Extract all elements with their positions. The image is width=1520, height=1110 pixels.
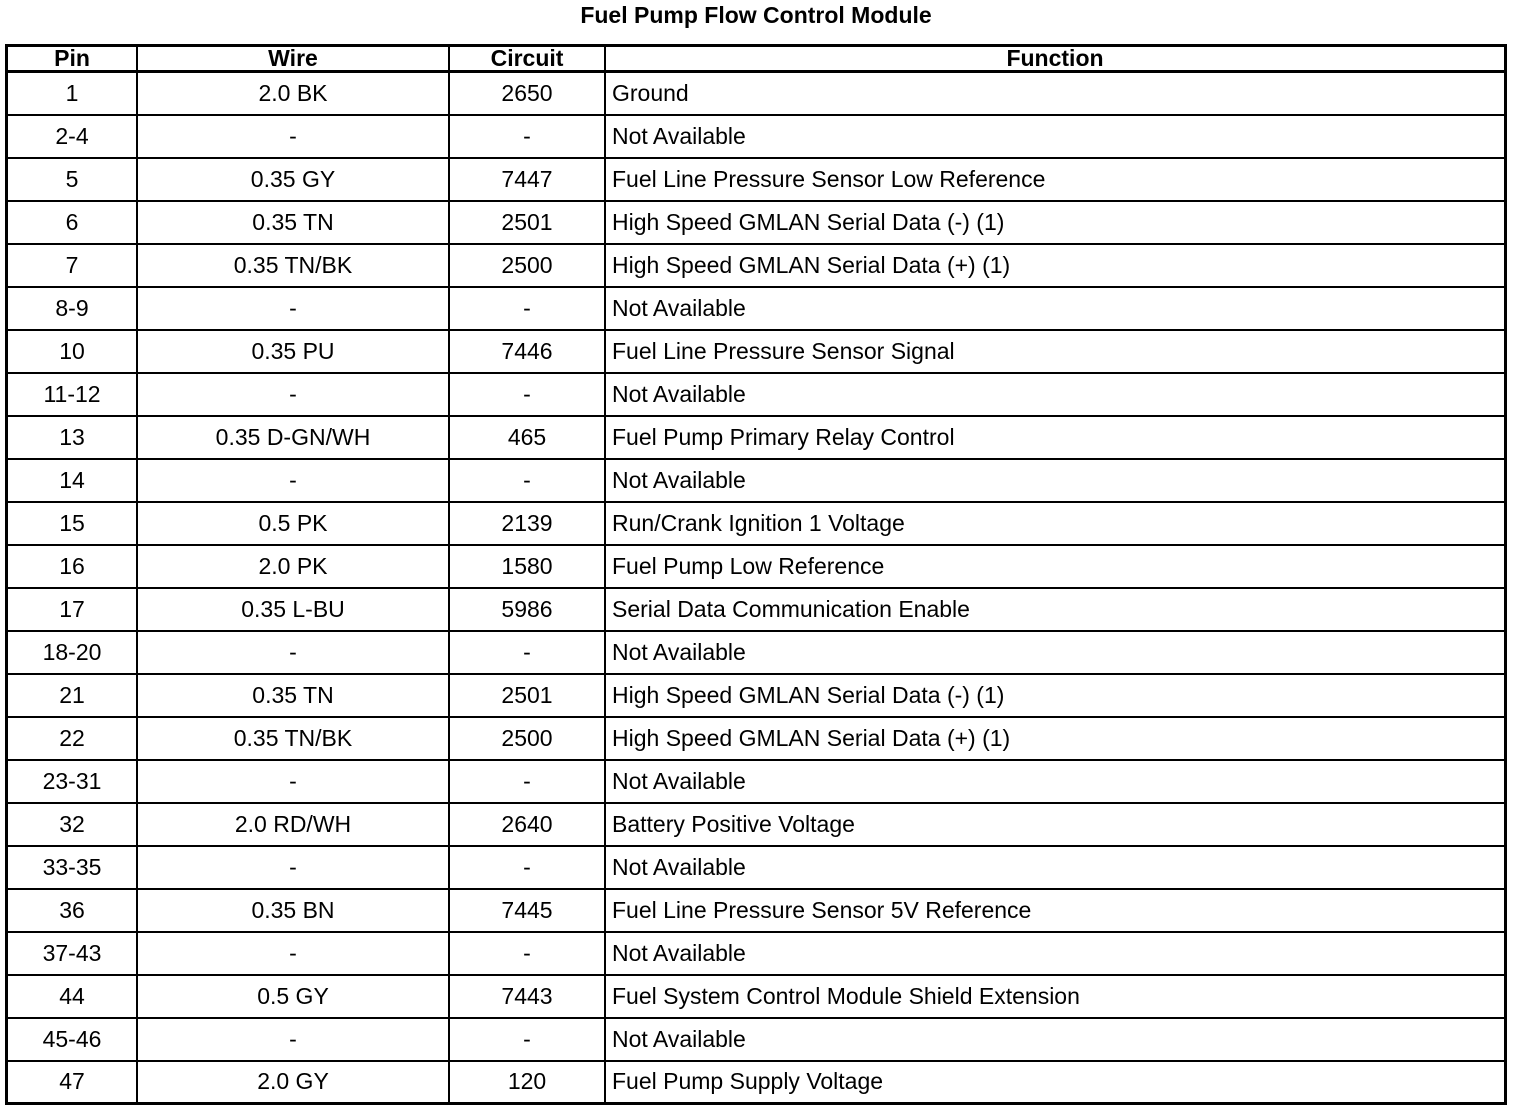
function-cell: Fuel Line Pressure Sensor 5V Reference xyxy=(605,889,1504,932)
circuit-cell: - xyxy=(449,1018,605,1061)
wire-cell: 2.0 BK xyxy=(137,72,449,116)
pin-cell: 17 xyxy=(8,588,137,631)
wire-cell: 0.35 TN xyxy=(137,201,449,244)
pin-cell: 36 xyxy=(8,889,137,932)
table-row xyxy=(8,373,1504,416)
function-cell: Not Available xyxy=(605,287,1504,330)
pin-cell: 6 xyxy=(8,201,137,244)
table-row xyxy=(8,287,1504,330)
pin-cell: 32 xyxy=(8,803,137,846)
circuit-cell: - xyxy=(449,115,605,158)
table-row xyxy=(8,158,1504,201)
table-row xyxy=(8,975,1504,1018)
table-row xyxy=(8,803,1504,846)
table-row xyxy=(8,846,1504,889)
function-cell: Not Available xyxy=(605,631,1504,674)
circuit-cell: - xyxy=(449,631,605,674)
function-cell: Fuel Pump Primary Relay Control xyxy=(605,416,1504,459)
wire-cell: 0.5 GY xyxy=(137,975,449,1018)
function-cell: Not Available xyxy=(605,932,1504,975)
pin-cell: 47 xyxy=(8,1061,137,1102)
circuit-cell: 2500 xyxy=(449,717,605,760)
page-title: Fuel Pump Flow Control Module xyxy=(580,2,932,28)
function-cell: Run/Crank Ignition 1 Voltage xyxy=(605,502,1504,545)
pin-cell: 8-9 xyxy=(8,287,137,330)
pin-cell: 2-4 xyxy=(8,115,137,158)
table-row xyxy=(8,545,1504,588)
pin-cell: 11-12 xyxy=(8,373,137,416)
circuit-cell: 7447 xyxy=(449,158,605,201)
table-row xyxy=(8,932,1504,975)
function-cell: Fuel System Control Module Shield Extension xyxy=(605,975,1504,1018)
circuit-cell: 120 xyxy=(449,1061,605,1102)
circuit-cell: - xyxy=(449,373,605,416)
table-header-row xyxy=(8,47,1504,72)
pin-cell: 37-43 xyxy=(8,932,137,975)
pin-cell: 18-20 xyxy=(8,631,137,674)
circuit-cell: 2501 xyxy=(449,201,605,244)
table-row xyxy=(8,588,1504,631)
circuit-cell: 2650 xyxy=(449,72,605,116)
wire-cell: 0.35 PU xyxy=(137,330,449,373)
table-row xyxy=(8,115,1504,158)
table-body xyxy=(8,72,1504,1103)
table-row xyxy=(8,201,1504,244)
wire-cell: 0.35 TN/BK xyxy=(137,244,449,287)
wire-cell: 0.35 L-BU xyxy=(137,588,449,631)
pin-cell: 45-46 xyxy=(8,1018,137,1061)
function-cell: High Speed GMLAN Serial Data (-) (1) xyxy=(605,674,1504,717)
function-cell: High Speed GMLAN Serial Data (+) (1) xyxy=(605,717,1504,760)
circuit-cell: 7446 xyxy=(449,330,605,373)
table-row xyxy=(8,416,1504,459)
circuit-cell: 5986 xyxy=(449,588,605,631)
table-row xyxy=(8,330,1504,373)
wire-cell: - xyxy=(137,373,449,416)
wire-cell: - xyxy=(137,287,449,330)
wire-cell: - xyxy=(137,846,449,889)
wire-cell: 0.35 TN xyxy=(137,674,449,717)
function-cell: Not Available xyxy=(605,373,1504,416)
function-cell: Fuel Line Pressure Sensor Signal xyxy=(605,330,1504,373)
table-row xyxy=(8,502,1504,545)
wire-cell: 0.35 BN xyxy=(137,889,449,932)
wire-cell: - xyxy=(137,1018,449,1061)
circuit-cell: 1580 xyxy=(449,545,605,588)
wire-cell: - xyxy=(137,932,449,975)
pin-cell: 10 xyxy=(8,330,137,373)
table-row xyxy=(8,72,1504,116)
column-header-pin: Pin xyxy=(8,47,137,72)
pin-cell: 5 xyxy=(8,158,137,201)
function-cell: Fuel Pump Low Reference xyxy=(605,545,1504,588)
function-cell: Battery Positive Voltage xyxy=(605,803,1504,846)
pin-cell: 7 xyxy=(8,244,137,287)
function-cell: Not Available xyxy=(605,846,1504,889)
circuit-cell: 7445 xyxy=(449,889,605,932)
circuit-cell: - xyxy=(449,760,605,803)
wire-cell: 0.35 TN/BK xyxy=(137,717,449,760)
table-row xyxy=(8,889,1504,932)
circuit-cell: 2139 xyxy=(449,502,605,545)
table-row xyxy=(8,717,1504,760)
function-cell: Fuel Pump Supply Voltage xyxy=(605,1061,1504,1102)
table-row xyxy=(8,244,1504,287)
table-row xyxy=(8,760,1504,803)
wire-cell: - xyxy=(137,115,449,158)
table-row xyxy=(8,1061,1504,1102)
wire-cell: 2.0 RD/WH xyxy=(137,803,449,846)
function-cell: Not Available xyxy=(605,760,1504,803)
wire-cell: 2.0 PK xyxy=(137,545,449,588)
pin-cell: 33-35 xyxy=(8,846,137,889)
pin-cell: 23-31 xyxy=(8,760,137,803)
table-row xyxy=(8,1018,1504,1061)
pin-cell: 15 xyxy=(8,502,137,545)
wire-cell: 0.5 PK xyxy=(137,502,449,545)
function-cell: Not Available xyxy=(605,459,1504,502)
pin-cell: 16 xyxy=(8,545,137,588)
wire-cell: - xyxy=(137,631,449,674)
circuit-cell: 465 xyxy=(449,416,605,459)
pin-cell: 13 xyxy=(8,416,137,459)
function-cell: Not Available xyxy=(605,1018,1504,1061)
circuit-cell: - xyxy=(449,932,605,975)
pin-cell: 22 xyxy=(8,717,137,760)
circuit-cell: 2500 xyxy=(449,244,605,287)
pin-cell: 1 xyxy=(8,72,137,116)
function-cell: Serial Data Communication Enable xyxy=(605,588,1504,631)
wire-cell: 2.0 GY xyxy=(137,1061,449,1102)
function-cell: High Speed GMLAN Serial Data (-) (1) xyxy=(605,201,1504,244)
circuit-cell: 7443 xyxy=(449,975,605,1018)
circuit-cell: - xyxy=(449,459,605,502)
column-header-circuit: Circuit xyxy=(449,47,605,72)
wire-cell: 0.35 D-GN/WH xyxy=(137,416,449,459)
table-row xyxy=(8,631,1504,674)
column-header-wire: Wire xyxy=(137,47,449,72)
function-cell: Ground xyxy=(605,72,1504,116)
circuit-cell: - xyxy=(449,846,605,889)
table-row xyxy=(8,459,1504,502)
circuit-cell: 2501 xyxy=(449,674,605,717)
connector-table-container xyxy=(5,44,1507,1105)
table-row xyxy=(8,674,1504,717)
pin-cell: 44 xyxy=(8,975,137,1018)
circuit-cell: - xyxy=(449,287,605,330)
function-cell: Not Available xyxy=(605,115,1504,158)
connector-pinout-table xyxy=(8,47,1504,1102)
wire-cell: - xyxy=(137,459,449,502)
column-header-function: Function xyxy=(605,47,1504,72)
function-cell: High Speed GMLAN Serial Data (+) (1) xyxy=(605,244,1504,287)
function-cell: Fuel Line Pressure Sensor Low Reference xyxy=(605,158,1504,201)
pin-cell: 14 xyxy=(8,459,137,502)
pin-cell: 21 xyxy=(8,674,137,717)
wire-cell: - xyxy=(137,760,449,803)
circuit-cell: 2640 xyxy=(449,803,605,846)
wire-cell: 0.35 GY xyxy=(137,158,449,201)
